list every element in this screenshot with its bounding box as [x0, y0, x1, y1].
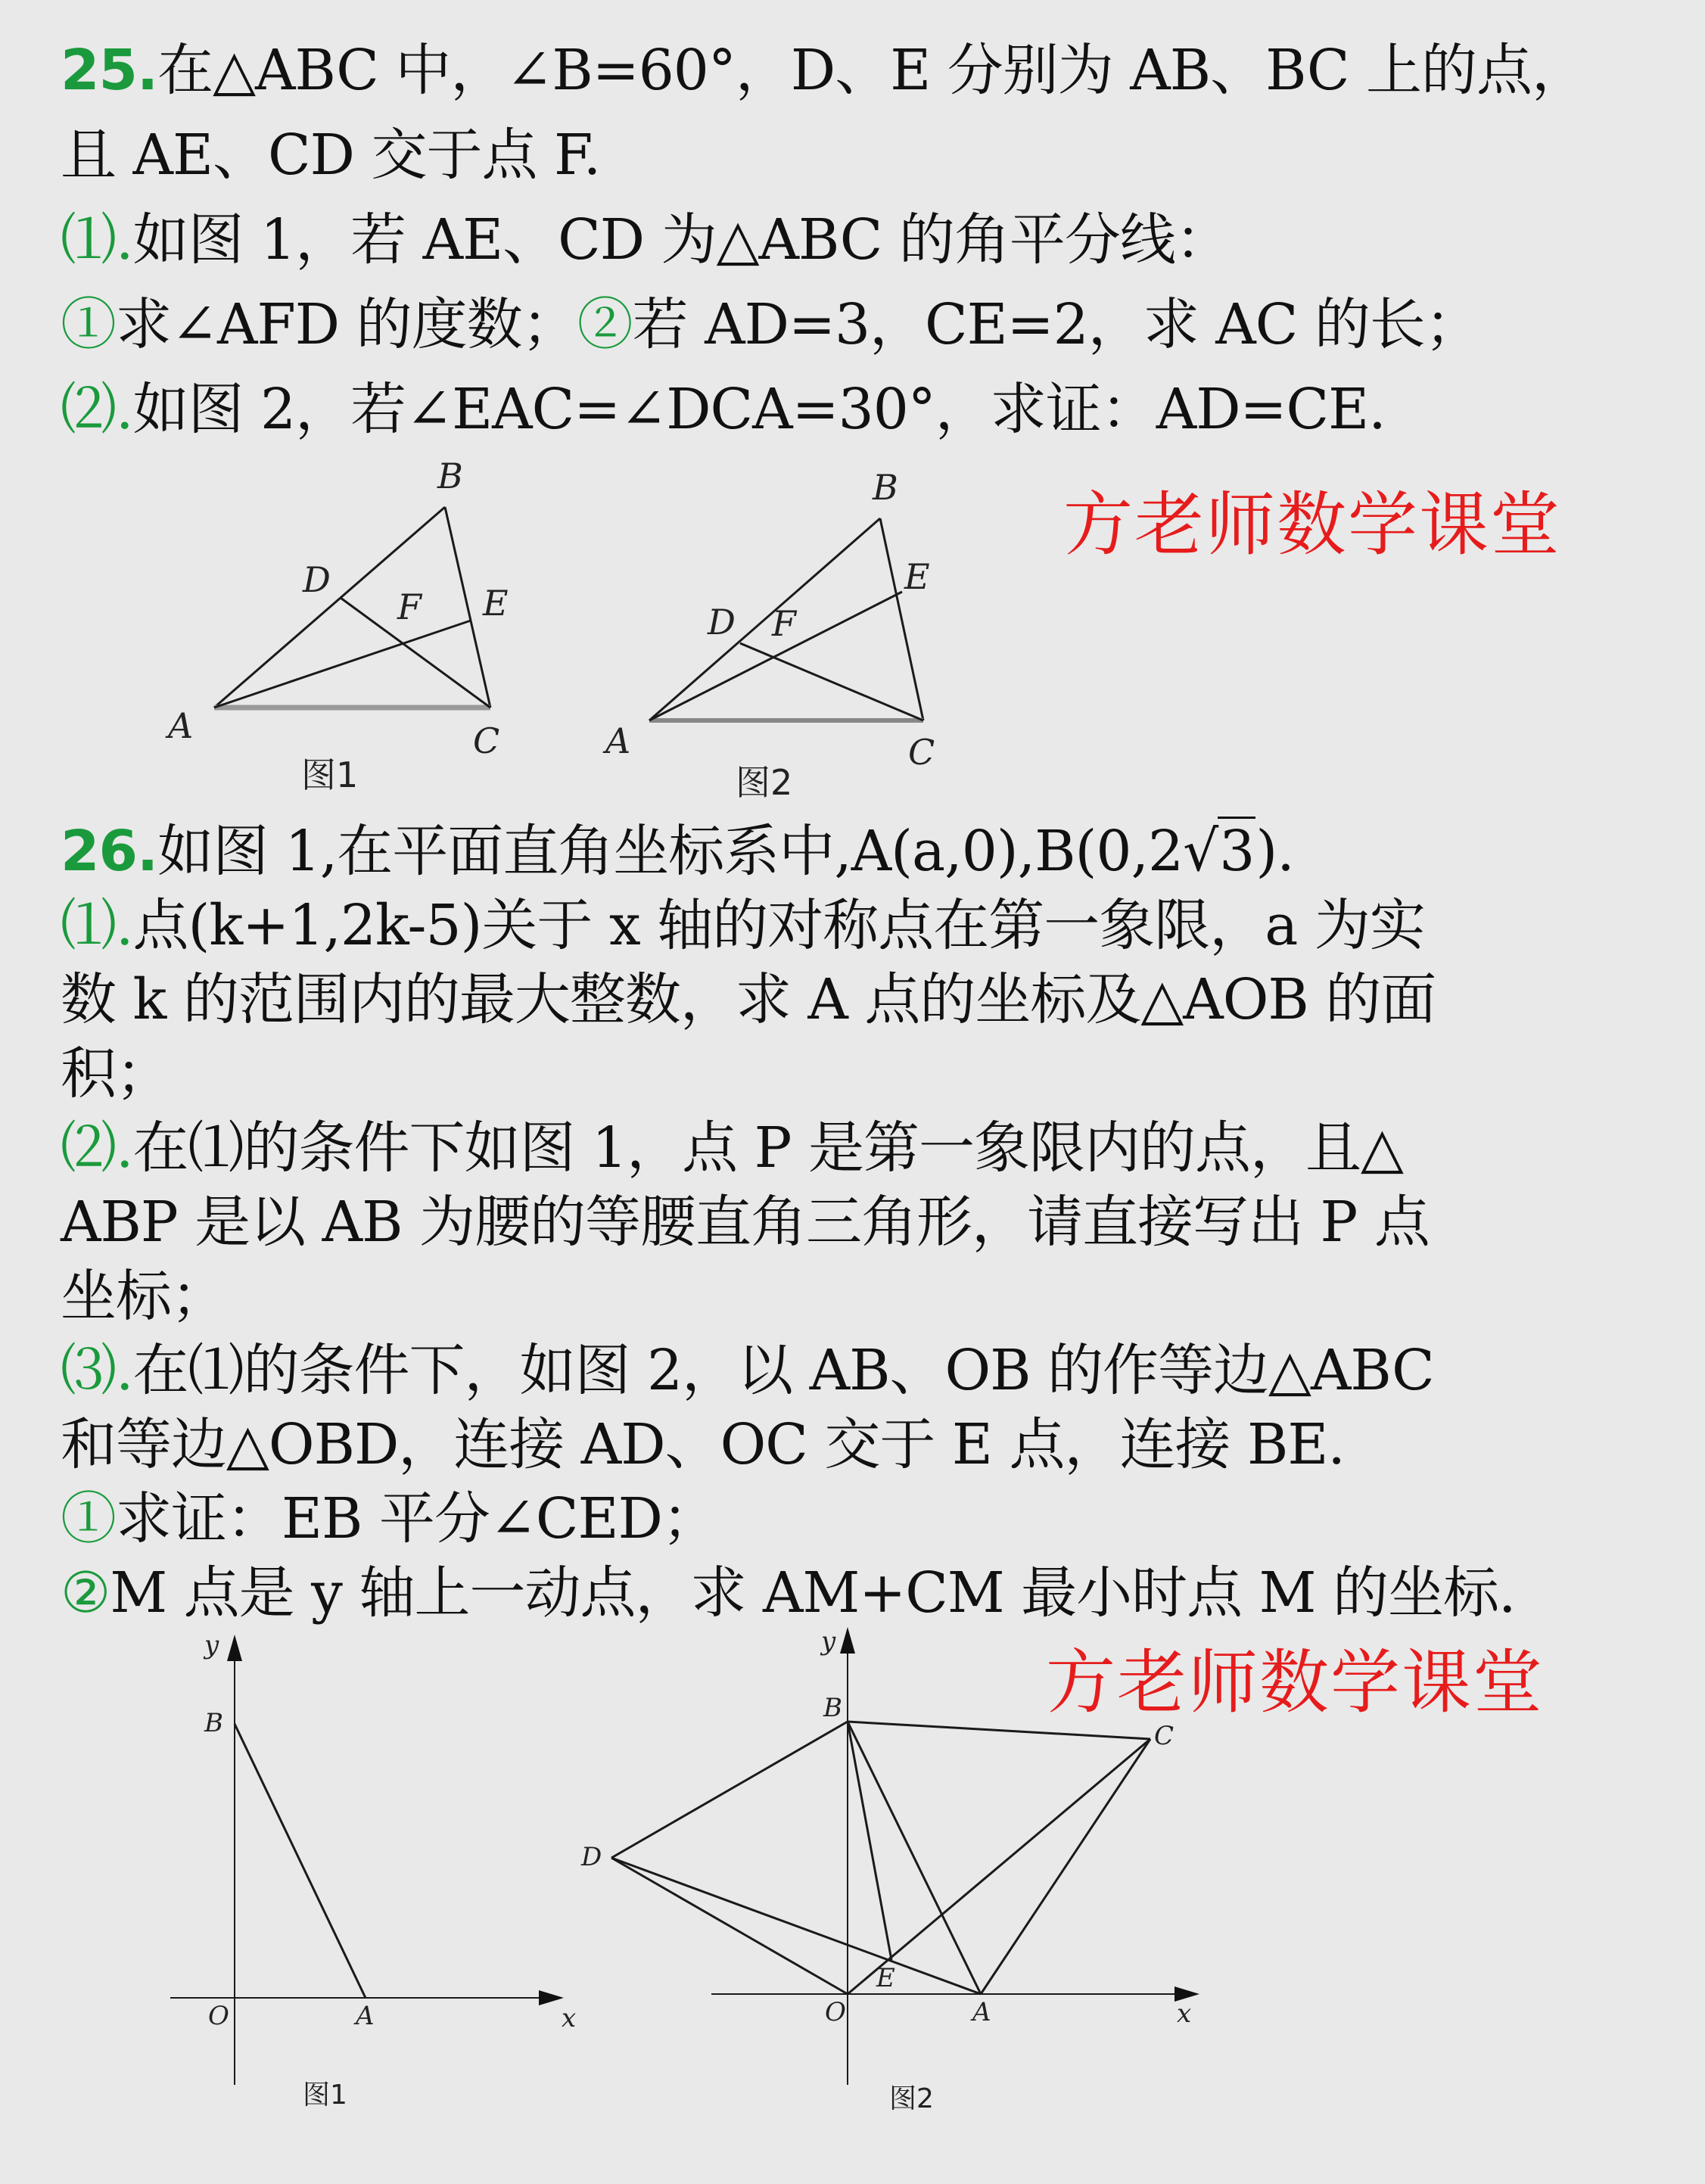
label-A: A [168, 705, 194, 746]
figure2-caption: 图2 [736, 762, 793, 803]
label-E: E [904, 556, 930, 597]
label-O: O [825, 1997, 846, 2027]
label-A: A [605, 720, 631, 761]
y-axis-arrow [840, 1627, 855, 1654]
label-E: E [876, 1963, 895, 1993]
sqrt-symbol: √3 [1183, 817, 1255, 885]
label-B: B [437, 456, 463, 496]
segment-BD [611, 1722, 848, 1858]
segment-DO [611, 1858, 848, 1994]
label-B: B [204, 1708, 223, 1738]
x-axis-arrow [539, 1990, 564, 2005]
q25-part2-text: 如图 2，若∠EAC=∠DCA=30°，求证：AD=CE. [132, 377, 1386, 442]
watermark-bottom: 方老师数学课堂 [1046, 1642, 1545, 1723]
figure2-caption: 图2 [889, 2083, 934, 2114]
segment-BE [848, 1722, 891, 1960]
q26-sub1-mark: ① [61, 1486, 116, 1551]
label-F: F [397, 586, 422, 627]
label-E: E [483, 583, 509, 624]
label-D: D [303, 559, 331, 600]
q25-figure1 [165, 456, 509, 795]
q26-part2-text1: 在⑴的条件下如图 1，点 P 是第一象限内的点，且△ [132, 1115, 1403, 1181]
q26-number: 26. [61, 819, 158, 884]
label-C: C [473, 720, 500, 761]
q26-part3-text1: 在⑴的条件下，如图 2，以 AB、OB 的作等边△ABC [132, 1338, 1434, 1403]
segment-BC [848, 1722, 1150, 1739]
q26-sub2-mark: ② [61, 1560, 110, 1626]
q25-part1-mark: ⑴. [61, 207, 133, 272]
label-O: O [208, 2001, 229, 2031]
segment-AB [235, 1724, 366, 1998]
q25-part2-mark: ⑵. [61, 377, 133, 442]
q26-figure1 [170, 1630, 576, 2111]
q26-part1-text3: 积； [61, 1041, 171, 1106]
q25-stem-line2: 且 AE、CD 交于点 F. [61, 123, 601, 188]
q26-part2-mark: ⑵. [61, 1115, 133, 1181]
q26-part1-mark: ⑴. [61, 893, 133, 958]
q25-sub2-mark: ② [577, 292, 633, 357]
figure1-caption: 图1 [303, 2080, 347, 2111]
figure1-caption: 图1 [301, 754, 359, 795]
label-D: D [708, 602, 736, 642]
q26-part3-text2: 和等边△OBD，连接 AD、OC 交于 E 点，连接 BE. [61, 1412, 1345, 1477]
q25-sub1-mark: ① [61, 292, 116, 357]
label-B: B [873, 467, 898, 508]
label-F: F [772, 603, 796, 644]
label-C: C [1154, 1721, 1175, 1751]
q25-figure2 [602, 467, 935, 803]
q25-sub2-text: 若 AD=3，CE=2，求 AC 的长； [632, 292, 1480, 357]
label-x: x [1177, 1999, 1192, 2029]
q26-part2-text2: ABP 是以 AB 为腰的等腰直角三角形，请直接写出 P 点 [61, 1190, 1430, 1255]
q25-stem-line1: 在△ABC 中，∠B=60°，D、E 分别为 AB、BC 上的点， [157, 38, 1587, 103]
y-axis-arrow [227, 1635, 242, 1661]
q26-part1-text2: 数 k 的范围内的最大整数，求 A 点的坐标及△AOB 的面 [61, 967, 1436, 1032]
label-y: y [821, 1626, 836, 1657]
label-A: A [356, 2001, 375, 2031]
q26-figure2 [580, 1626, 1199, 2114]
label-B: B [823, 1693, 842, 1723]
q26-part1-text1: 点(k+1,2k-5)关于 x 轴的对称点在第一象限，a 为实 [132, 893, 1425, 958]
label-C: C [908, 732, 935, 773]
label-A: A [972, 1997, 991, 2027]
q26-stem-b: ). [1255, 819, 1294, 884]
q26-sqrt-radicand: 3 [1218, 817, 1255, 884]
q26-stem-a: 如图 1,在平面直角坐标系中,A(a,0),B(0,2 [157, 819, 1184, 884]
label-x: x [562, 2003, 577, 2033]
segment-CA [981, 1739, 1150, 1994]
segment-CD [740, 643, 923, 720]
q25-part1-text: 如图 1，若 AE、CD 为△ABC 的角平分线： [132, 207, 1231, 272]
q26-part2-text3: 坐标； [61, 1264, 226, 1329]
watermark-top: 方老师数学课堂 [1063, 484, 1562, 565]
label-D: D [581, 1842, 602, 1872]
segment-OC [848, 1739, 1150, 1994]
q25-sub1-text: 求∠AFD 的度数； [116, 292, 577, 357]
segment-BC [880, 518, 923, 720]
label-y: y [204, 1630, 219, 1660]
q26-sub2-text: M 点是 y 轴上一动点，求 AM+CM 最小时点 M 的坐标. [110, 1560, 1516, 1626]
q26-sub1-text: 求证：EB 平分∠CED； [116, 1486, 717, 1551]
q26-part3-mark: ⑶. [61, 1338, 133, 1403]
q25-number: 25. [61, 38, 158, 103]
